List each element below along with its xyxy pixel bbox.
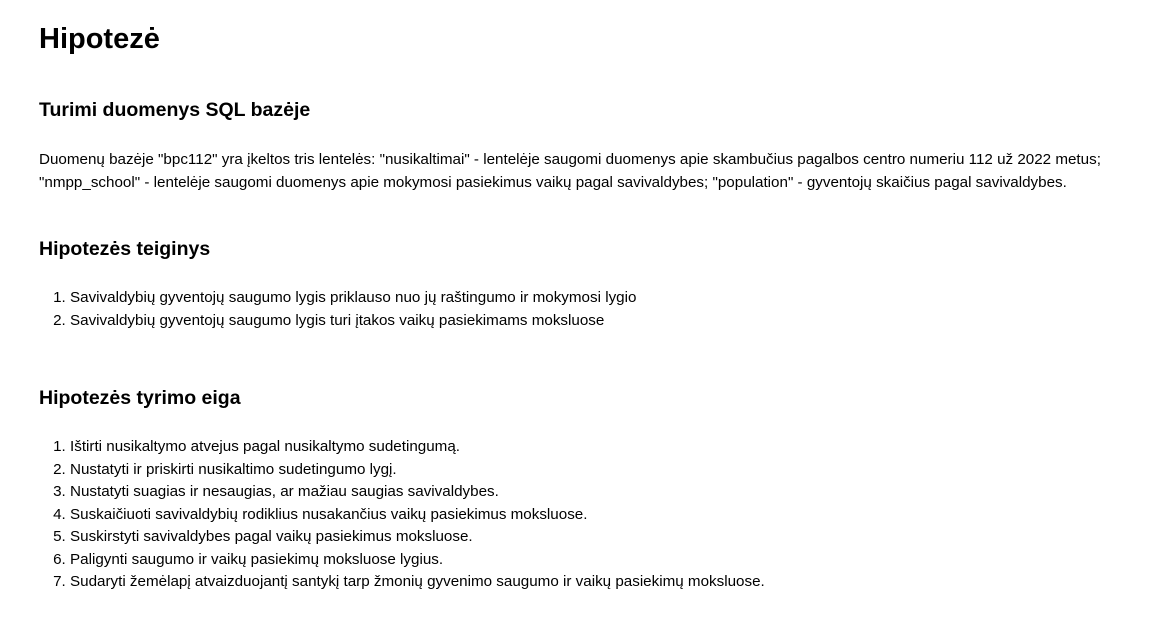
data-description-line-1: Duomenų bazėje "bpc112" yra įkeltos tris lentelės: "nusikaltimai" - lentelėje saugomi duomenys apie skambučius pagalbos centro numeriu 112 už 2022 metus; (39, 151, 1101, 168)
list-item: 7. Sudaryti žemėlapį atvaizduojantį santykį tarp žmonių gyvenimo saugumo ir vaikų pasiekimų moksluose. (70, 571, 765, 594)
section-heading-process: Hipotezės tyrimo eiga (39, 387, 241, 409)
list-item: 6. Paligynti saugumo ir vaikų pasiekimų moksluose lygius. (70, 549, 765, 572)
list-item: 3. Nustatyti suagias ir nesaugias, ar mažiau saugias savivaldybes. (70, 481, 765, 504)
data-description-line-2: "nmpp_school" - lentelėje saugomi duomenys apie mokymosi pasiekimus vaikų pagal savivaldybes; "population" - gyventojų skaičius pagal savivaldybes. (39, 174, 1067, 191)
list-item: 4. Suskaičiuoti savivaldybių rodiklius nusakančius vaikų pasiekimus moksluose. (70, 504, 765, 527)
process-list (39, 436, 765, 594)
list-item: 1. Ištirti nusikaltymo atvejus pagal nusikaltymo sudetingumą. (70, 436, 765, 459)
list-item: 5. Suskirstyti savivaldybes pagal vaikų pasiekimus moksluose. (70, 526, 765, 549)
section-heading-data: Turimi duomenys SQL bazėje (39, 99, 311, 121)
list-item: 1. Savivaldybių gyventojų saugumo lygis priklauso nuo jų raštingumo ir mokymosi lygio (70, 287, 636, 310)
data-description (39, 148, 1149, 194)
section-heading-statement: Hipotezės teiginys (39, 238, 211, 260)
statement-list (39, 287, 636, 332)
list-item: 2. Nustatyti ir priskirti nusikaltimo sudetingumo lygį. (70, 459, 765, 482)
list-item: 2. Savivaldybių gyventojų saugumo lygis turi įtakos vaikų pasiekimams moksluose (70, 310, 636, 333)
page-title: Hipotezė (39, 23, 160, 55)
